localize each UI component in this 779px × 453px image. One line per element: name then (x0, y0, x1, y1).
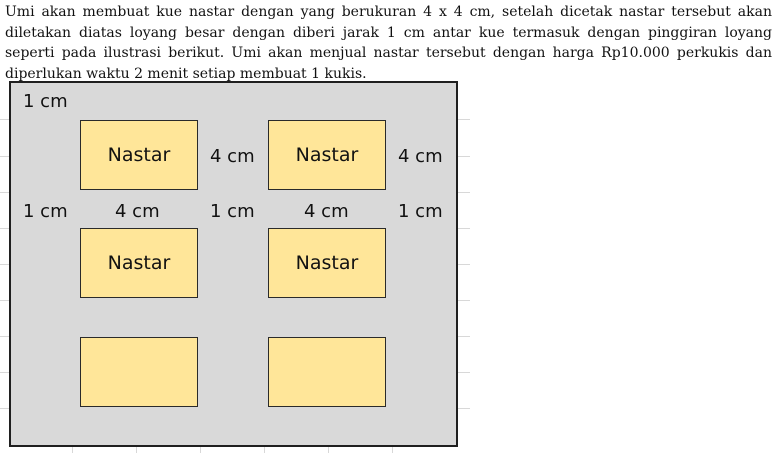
grid-line (458, 264, 470, 265)
dimension-label: 4 cm (210, 146, 255, 167)
grid-line (458, 336, 470, 337)
baking-tray (9, 81, 458, 447)
grid-line (0, 300, 9, 301)
grid-line (0, 264, 9, 265)
grid-line (0, 156, 9, 157)
grid-line (458, 156, 470, 157)
dimension-label: 4 cm (115, 201, 160, 222)
nastar-cookie-empty (268, 337, 386, 407)
dimension-label: 1 cm (23, 201, 68, 222)
grid-line (458, 192, 470, 193)
grid-line (136, 446, 137, 453)
dimension-label: 4 cm (304, 201, 349, 222)
grid-line (0, 408, 9, 409)
grid-line (458, 228, 470, 229)
grid-line (392, 446, 393, 453)
grid-line (0, 119, 9, 120)
grid-line (458, 372, 470, 373)
grid-line (328, 446, 329, 453)
grid-line (0, 336, 9, 337)
grid-line (72, 446, 73, 453)
nastar-cookie-empty (80, 337, 198, 407)
problem-statement: Umi akan membuat kue nastar dengan yang berukuran 4 x 4 cm, setelah dicetak nastar tersebut akan diletakan diatas loyang besar dengan diberi jarak 1 cm antar kue termasuk dengan pinggiran loyang seperti pada ilustrasi berikut. Umi akan menjual nastar tersebut dengan harga Rp10.000 perkukis dan diperlukan waktu 2 menit setiap membuat 1 kukis. (5, 4, 772, 82)
nastar-cookie: Nastar (268, 120, 386, 190)
dimension-label: 1 cm (210, 201, 255, 222)
grid-line (200, 446, 201, 453)
nastar-cookie: Nastar (268, 228, 386, 298)
grid-line (0, 372, 9, 373)
nastar-cookie: Nastar (80, 228, 198, 298)
dimension-label: 4 cm (398, 146, 443, 167)
grid-line (458, 119, 470, 120)
grid-line (458, 408, 470, 409)
dimension-label: 1 cm (23, 91, 68, 112)
dimension-label: 1 cm (398, 201, 443, 222)
nastar-cookie: Nastar (80, 120, 198, 190)
grid-line (458, 300, 470, 301)
grid-line (0, 192, 9, 193)
grid-line (0, 228, 9, 229)
grid-line (264, 446, 265, 453)
